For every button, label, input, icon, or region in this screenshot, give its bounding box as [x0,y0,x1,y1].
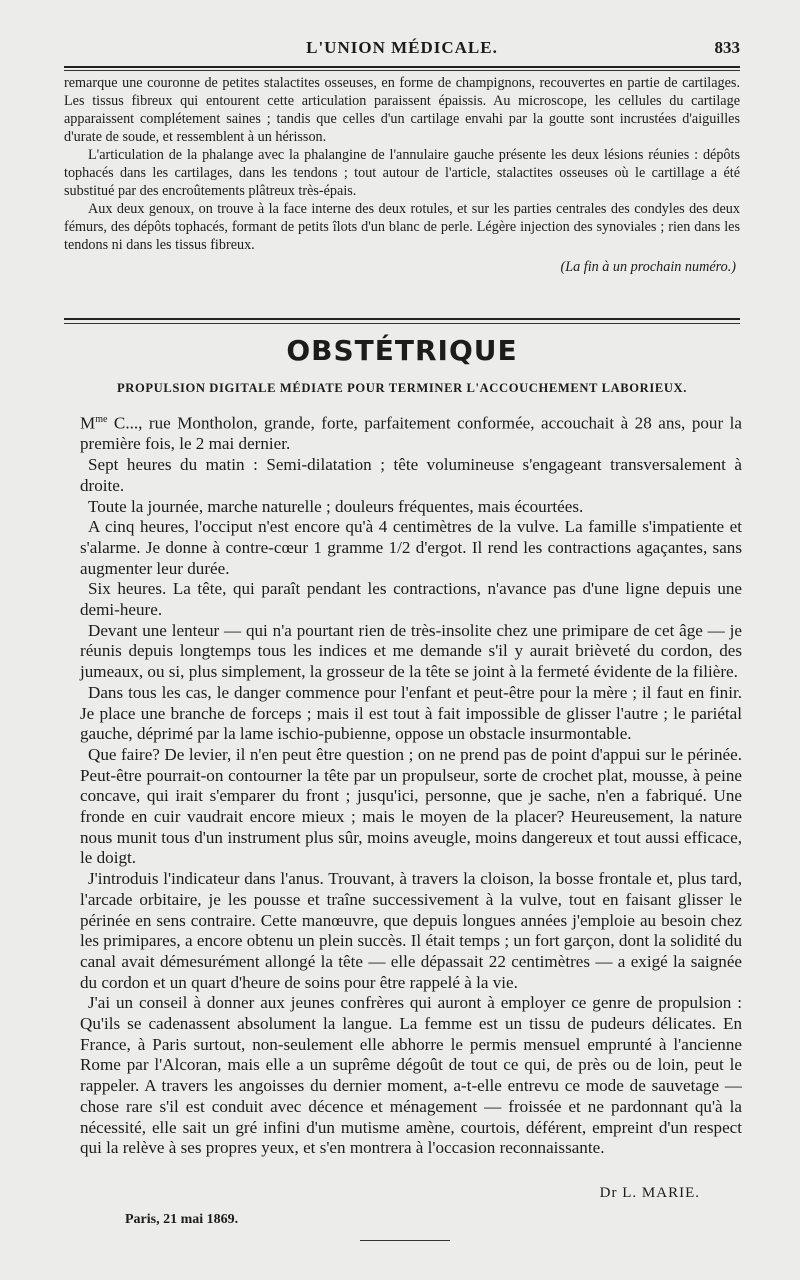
page-number: 833 [714,38,740,57]
paragraph: remarque une couronne de petites stalactites osseuses, en forme de champignons, recouvertes en partie de cartilages. Les tissus fibreux qui entourent cette articulation paraissent épaissis. Au microscope, les cellules du cartilage apparaissent complétement saines ; tandis que celles d'un cartilage envahi par la goutte sont incrustées d'aiguilles d'urate de soude, et ressemblent à un hérisson. [64,75,740,145]
paragraph: Six heures. La tête, qui paraît pendant les contractions, n'avance pas d'une ligne depuis une demi-heure. [80,579,742,620]
opening-text: C..., rue Montholon, grande, forte, parfaitement conformée, accouchait à 28 ans, pour la première fois, le 2 mai dernier. [80,413,742,454]
paragraph: Devant une lenteur — qui n'a pourtant rien de très-insolite chez une primipare de cet âge — je réunis depuis longtemps tous les indices et me demande s'il y aurait brièveté du cordon, des jumeaux, ou si, plus simplement, la grosseur de la tête se joint à la fermeté évidente de la filière. [80,620,742,682]
header-rule [64,66,740,68]
salutation-superscript: me [95,414,108,425]
section-rule-top [64,318,740,320]
previous-article-text [64,74,740,276]
paragraph: A cinq heures, l'occiput n'est encore qu'à 4 centimètres de la vulve. La famille s'impatiente et s'alarme. Je donne à contre-cœur 1 gramme 1/2 d'ergot. Il rend les contractions agaçantes, sans augmenter leur durée. [80,517,742,578]
salutation: M [80,413,96,433]
section-title: OBSTÉTRIQUE [286,334,518,367]
paragraph: Sept heures du matin : Semi-dilatation ; tête volumineuse s'engageant transversalement à droite. [80,455,742,495]
running-head [64,38,740,64]
paragraph-opening [80,410,742,455]
continuation-note: (La fin à un prochain numéro.) [560,259,736,275]
article-body [80,410,742,1159]
paragraph: Aux deux genoux, on trouve à la face interne des deux rotules, et sur les parties centrales des condyles des deux fémurs, des dépôts tophacés, formant de petits îlots d'un blanc de perle. Légère injection des synoviales ; rien dans les tendons ni dans les tissus fibreux. [64,201,740,253]
signature: Dr L. MARIE. [599,1185,700,1201]
paragraph: J'ai un conseil à donner aux jeunes confrères qui auront à employer ce genre de propulsion : Qu'ils se cadenassent absolument la langue. La femme est un tissu de pudeurs délicates. En France, à Paris surtout, non-seulement elle abhorre le permis mensuel emprunté à l'ancienne Rome par l'Alcoran, mais elle a un suprême dégoût de tout ce qui, de près ou de loin, peut le rappeler. A travers les angoisses du dernier moment, a-t-elle entrevu ce mode de sauvetage — chose rare s'il est conduit avec décence et ménagement — froissée et ne pardonnant qu'à la nécessité, elle sait un gré infini d'un mutisme amène, courtois, déférent, empreint d'un respect qui la relève à ses propres yeux, et s'en montrera à l'occasion reconnaissante. [80,993,742,1158]
journal-title: L'UNION MÉDICALE. [306,38,498,57]
paragraph: Dans tous les cas, le danger commence pour l'enfant et peut-être pour la mère ; il faut en finir. Je place une branche de forceps ; mais il est tout à fait impossible de glisser l'autre ; le pariétal gauche, déprimé par la lame ischio-pubienne, oppose un obstacle insurmontable. [80,682,742,744]
end-rule [360,1240,450,1241]
dateline: Paris, 21 mai 1869. [125,1212,239,1227]
section-rule-bottom [64,323,740,324]
header-rule-thin [64,70,740,71]
paragraph: L'articulation de la phalange avec la phalangine de l'annulaire gauche présente les deux lésions réunies : dépôts tophacés dans les cartilages, dans les tendons ; tout autour de l'article, stalactites osseuses où le cartillage a été substitué par des encroûtements plâtreux très-épais. [64,147,740,199]
paragraph: Que faire? De levier, il n'en peut être question ; on ne prend pas de point d'appui sur le périnée. Peut-être pourrait-on contourner la tête par un propulseur, sorte de crochet plat, mousse, à peine concave, qui irait s'emparer du front ; jusqu'ici, personne, que je sache, n'en a fabriqué. Une fronde en cuir vaudrait encore mieux ; mais le moyen de la placer? Heureusement, la nature nous munit tous d'un instrument plus sûr, moins aveugle, moins dangereux et tout aussi efficace, le doigt. [80,744,742,868]
paragraph: J'introduis l'indicateur dans l'anus. Trouvant, à travers la cloison, la bosse frontale et, plus tard, l'arcade orbitaire, je les pousse et traîne successivement à la vulve, tout en faisant glisser le périnée en sens contraire. Cette manœuvre, que depuis longues années j'emploie au besoin chez les primipares, a encore obtenu un plein succès. Il était temps ; un fort garçon, dont la solidité du canal avait démesurément allongé la tête — elle dépassait 22 centimètres — a exigé la saignée du cordon et un quart d'heure de soins pour être rappelé à la vie. [80,869,742,992]
article-title: PROPULSION DIGITALE MÉDIATE POUR TERMINER L'ACCOUCHEMENT LABORIEUX. [116,381,687,395]
paragraph: Toute la journée, marche naturelle ; douleurs fréquentes, mais écourtées. [88,496,584,516]
